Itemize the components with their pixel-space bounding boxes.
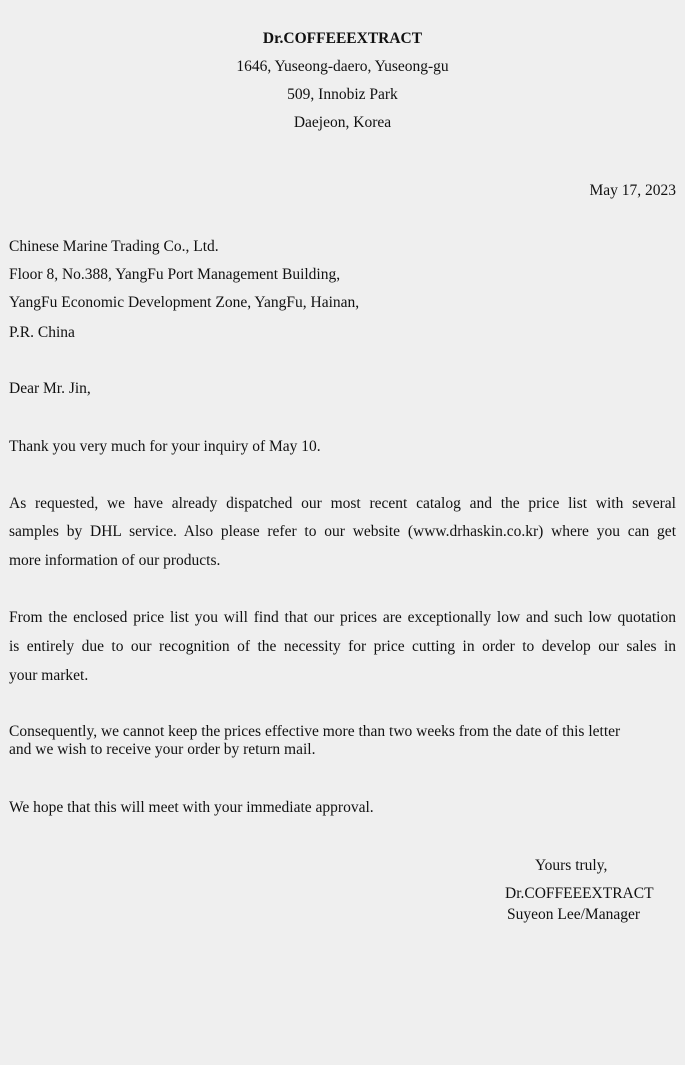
body-paragraph-5: We hope that this will meet with your immediate approval. xyxy=(9,799,374,816)
recipient-line2: Floor 8, No.388, YangFu Port Management Building, xyxy=(9,266,341,283)
letterhead-address-line3: Daejeon, Korea xyxy=(293,114,392,131)
salutation: Dear Mr. Jin, xyxy=(9,380,91,397)
body-paragraph-3-line3: your market. xyxy=(9,667,89,684)
body-paragraph-3-line1: From the enclosed price list you will find that our prices are exceptionally low and such low quotation xyxy=(9,609,676,626)
body-paragraph-4-line2: and we wish to receive your order by return mail. xyxy=(9,741,316,758)
letter-date: May 17, 2023 xyxy=(589,182,676,199)
letterhead-company: Dr.COFFEEEXTRACT xyxy=(262,30,423,47)
recipient-line3: YangFu Economic Development Zone, YangFu, Hainan, xyxy=(9,294,360,311)
recipient-line1: Chinese Marine Trading Co., Ltd. xyxy=(9,238,219,255)
letterhead-address-line2: 509, Innobiz Park xyxy=(287,86,398,103)
body-paragraph-1: Thank you very much for your inquiry of May 10. xyxy=(9,438,321,455)
recipient-line4: P.R. China xyxy=(9,324,75,341)
closing-signer: Suyeon Lee/Manager xyxy=(507,906,640,923)
body-paragraph-4-line1: Consequently, we cannot keep the prices effective more than two weeks from the date of this letter xyxy=(9,723,621,740)
body-paragraph-2-line3: more information of our products. xyxy=(9,552,221,569)
body-paragraph-2-line1: As requested, we have already dispatched our most recent catalog and the price list with several xyxy=(9,495,676,512)
body-paragraph-2-line2: samples by DHL service. Also please refer to our website (www.drhaskin.co.kr) where you can get xyxy=(9,523,676,540)
letterhead-address-line1: 1646, Yuseong-daero, Yuseong-gu xyxy=(236,58,449,75)
closing-company: Dr.COFFEEEXTRACT xyxy=(505,885,654,902)
closing-valediction: Yours truly, xyxy=(535,857,608,874)
body-paragraph-3-line2: is entirely due to our recognition of the necessity for price cutting in order to develop our sales in xyxy=(9,638,676,655)
